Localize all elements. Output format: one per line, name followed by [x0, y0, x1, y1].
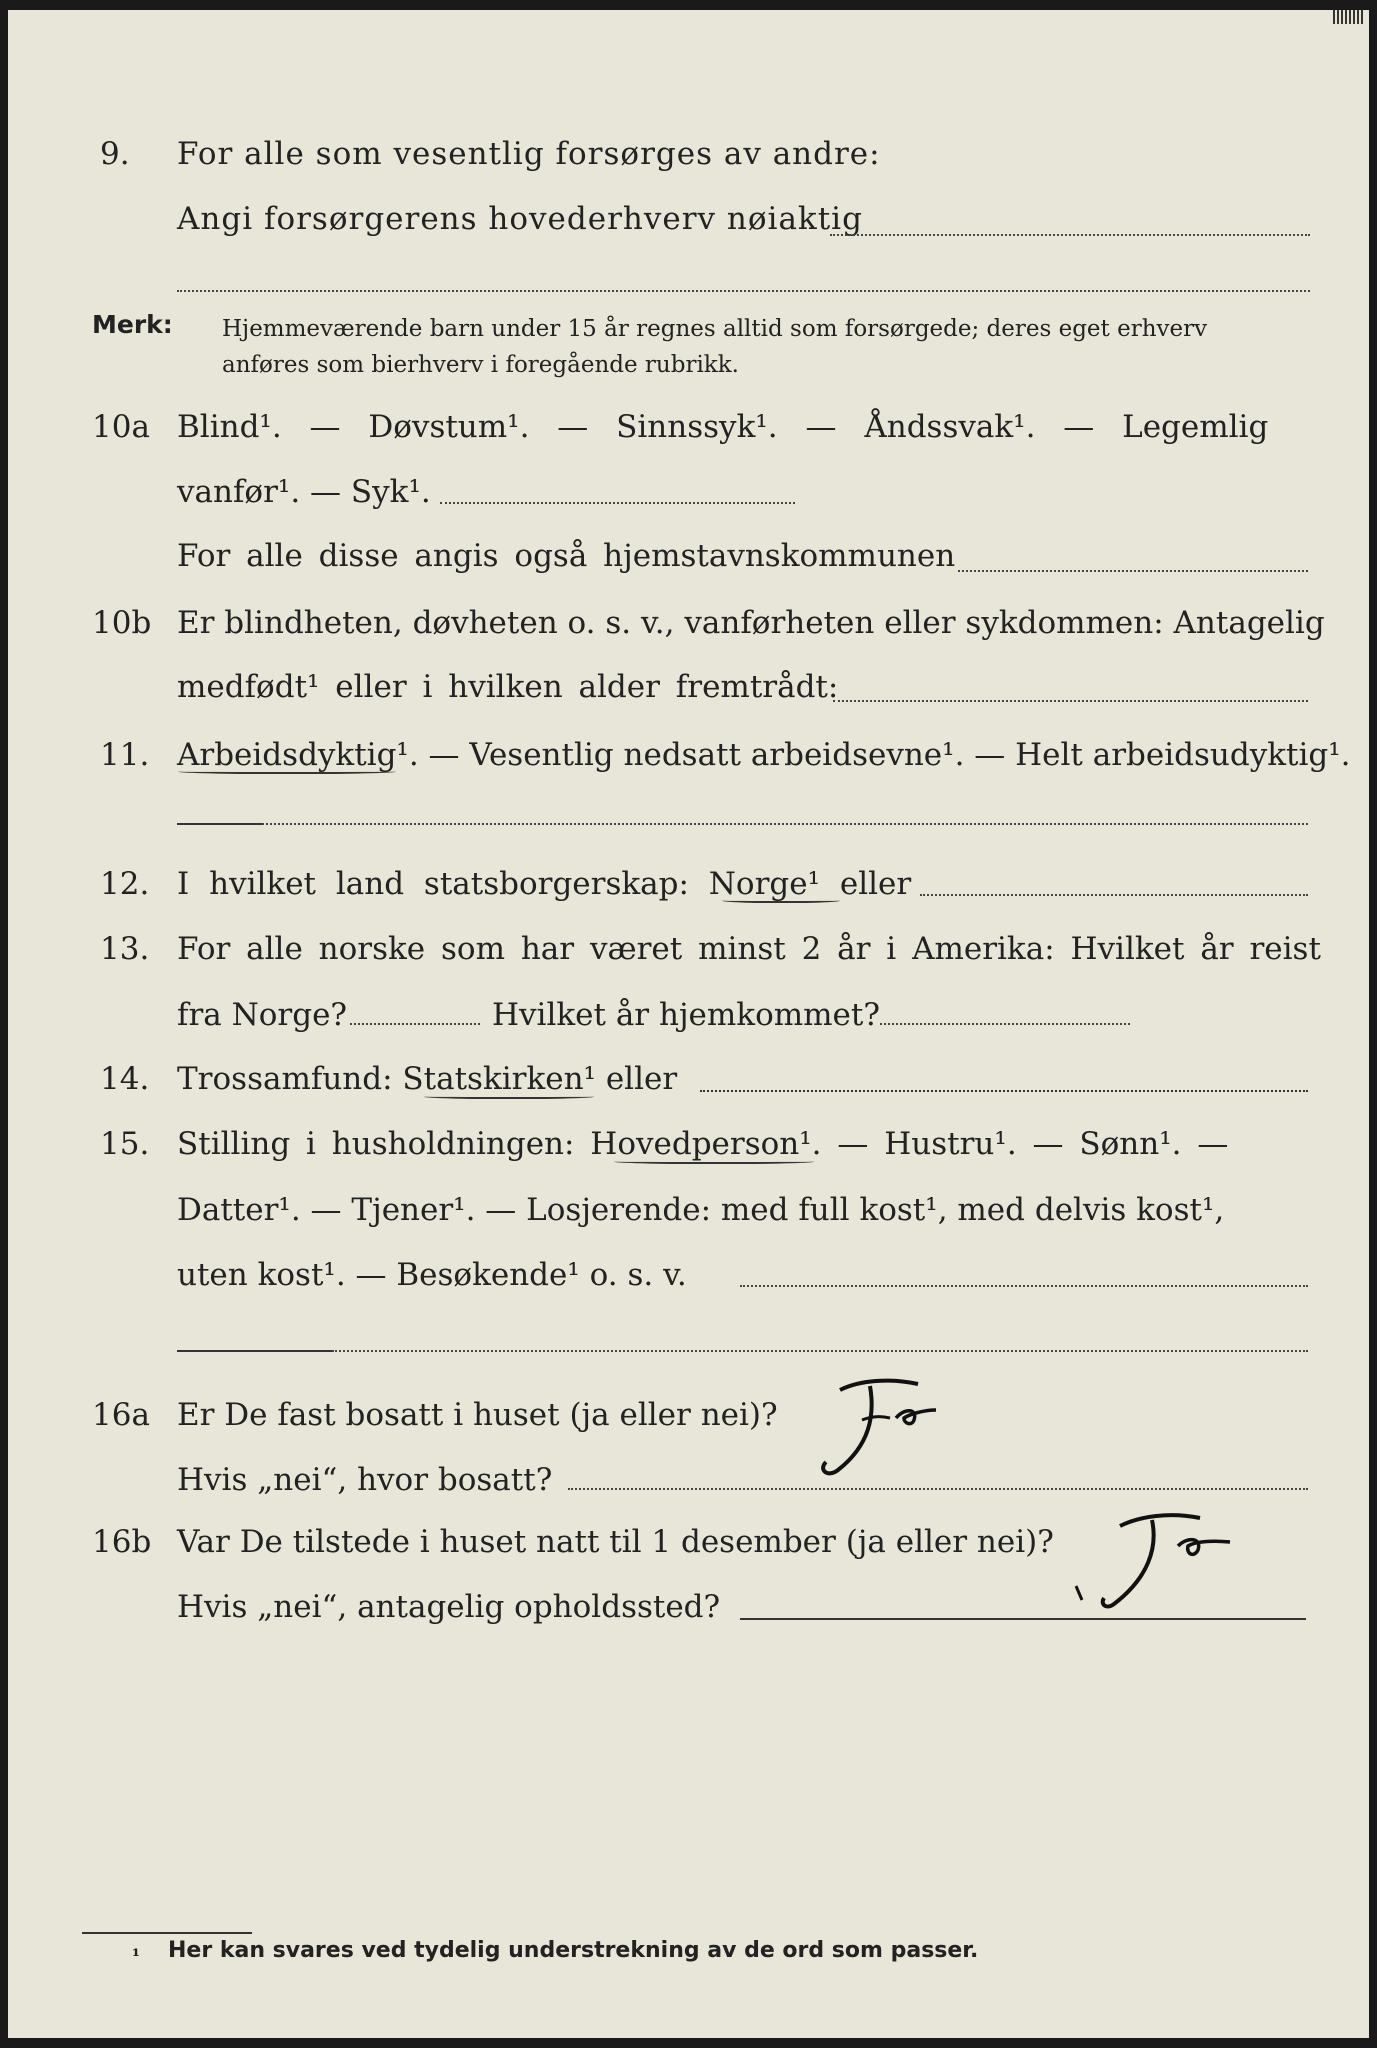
item-15-line-2: Datter¹. — Tjener¹. — Losjerende: med full kost¹, med delvis kost¹, — [177, 1192, 1225, 1228]
handwritten-answer-ja — [800, 1370, 980, 1490]
item-number: 16a — [92, 1397, 150, 1433]
item-16b-line-2: Hvis „nei“, antagelig opholdssted? — [177, 1589, 721, 1625]
answer-line[interactable] — [350, 1023, 480, 1025]
item-number: 12. — [100, 866, 150, 902]
underline-mark — [424, 1093, 594, 1099]
answer-line[interactable] — [880, 1023, 1130, 1025]
underline-mark — [722, 897, 840, 903]
scan-corner-mark — [1333, 10, 1363, 24]
item-9-line-1: For alle som vesentlig forsørges av andre: — [177, 136, 881, 172]
answer-line[interactable] — [568, 1488, 1308, 1490]
item-16a-line-1: Er De fast bosatt i huset (ja eller nei)? — [177, 1397, 778, 1433]
item-13-line-1: For alle norske som har været minst 2 år i Amerika: Hvilket år reist — [177, 931, 1321, 967]
scan-border-top — [0, 0, 1377, 10]
item-number: 11. — [100, 737, 150, 773]
item-12-line-1: I hvilket land statsborgerskap: Norge¹ eller — [177, 866, 912, 902]
item-15-line-1: Stilling i husholdningen: Hovedperson¹. — Hustru¹. — Sønn¹. — — [177, 1126, 1229, 1162]
item-10a-line-2: vanfør¹. — Syk¹. — [177, 474, 431, 510]
merk-line-1: Hjemmeværende barn under 15 år regnes alltid som forsørgede; deres eget erhverv — [222, 316, 1208, 342]
item-10b-line-2: medfødt¹ eller i hvilken alder fremtrådt: — [177, 669, 839, 705]
item-9-line-2: Angi forsørgerens hovederhverv nøiaktig — [177, 201, 863, 237]
item-13-line-3: Hvilket år hjemkommet? — [492, 997, 880, 1033]
item-number: 10b — [92, 605, 152, 641]
item-16a-line-2: Hvis „nei“, hvor bosatt? — [177, 1462, 553, 1498]
item-15-line-3: uten kost¹. — Besøkende¹ o. s. v. — [177, 1257, 687, 1293]
footnote-marker: ¹ — [132, 1946, 140, 1967]
item-number: 13. — [100, 931, 150, 967]
item-10b-line-1: Er blindheten, døvheten o. s. v., vanførheten eller sykdommen: Antagelig — [177, 605, 1325, 641]
item-14-line-1: Trossamfund: Statskirken¹ eller — [177, 1061, 678, 1097]
merk-line-2: anføres som bierhverv i foregående rubrikk. — [222, 352, 739, 378]
scan-border-right — [1369, 0, 1377, 2048]
footnote-text: Her kan svares ved tydelig understrekning av de ord som passer. — [168, 1938, 979, 1963]
footnote-divider — [82, 1932, 252, 1934]
answer-line[interactable] — [740, 1285, 1308, 1287]
answer-line[interactable] — [920, 894, 1308, 896]
item-number: 16b — [92, 1524, 152, 1560]
item-11-line-1: Arbeidsdyktig¹. — Vesentlig nedsatt arbeidsevne¹. — Helt arbeidsudyktig¹. — [177, 737, 1351, 773]
answer-line[interactable] — [332, 1350, 1308, 1352]
item-number: 14. — [100, 1061, 150, 1097]
underline-mark — [614, 1158, 814, 1164]
answer-line[interactable] — [262, 823, 1308, 825]
item-10a-line-1: Blind¹. — Døvstum¹. — Sinnssyk¹. — Åndssvak¹. — Legemlig — [177, 409, 1269, 445]
answer-line[interactable] — [177, 1350, 332, 1352]
scan-border-left — [0, 0, 8, 2048]
answer-line[interactable] — [958, 570, 1308, 572]
answer-line[interactable] — [177, 290, 1310, 292]
answer-line[interactable] — [830, 234, 1310, 236]
item-10a-line-3: For alle disse angis også hjemstavnskommunen — [177, 538, 956, 574]
answer-line[interactable] — [700, 1090, 1308, 1092]
item-16b-line-1: Var De tilstede i huset natt til 1 desember (ja eller nei)? — [177, 1524, 1054, 1560]
scan-border-bottom — [0, 2038, 1377, 2048]
item-number: 10a — [92, 409, 150, 445]
answer-line[interactable] — [440, 502, 795, 504]
handwritten-answer-ja — [1060, 1500, 1260, 1620]
item-number: 15. — [100, 1126, 150, 1162]
item-13-line-2: fra Norge? — [177, 997, 348, 1033]
answer-line[interactable] — [740, 1618, 1306, 1620]
underline-mark — [178, 768, 396, 774]
answer-line[interactable] — [177, 823, 262, 825]
merk-label: Merk: — [92, 310, 173, 339]
answer-line[interactable] — [833, 700, 1308, 702]
item-number: 9. — [100, 136, 130, 172]
